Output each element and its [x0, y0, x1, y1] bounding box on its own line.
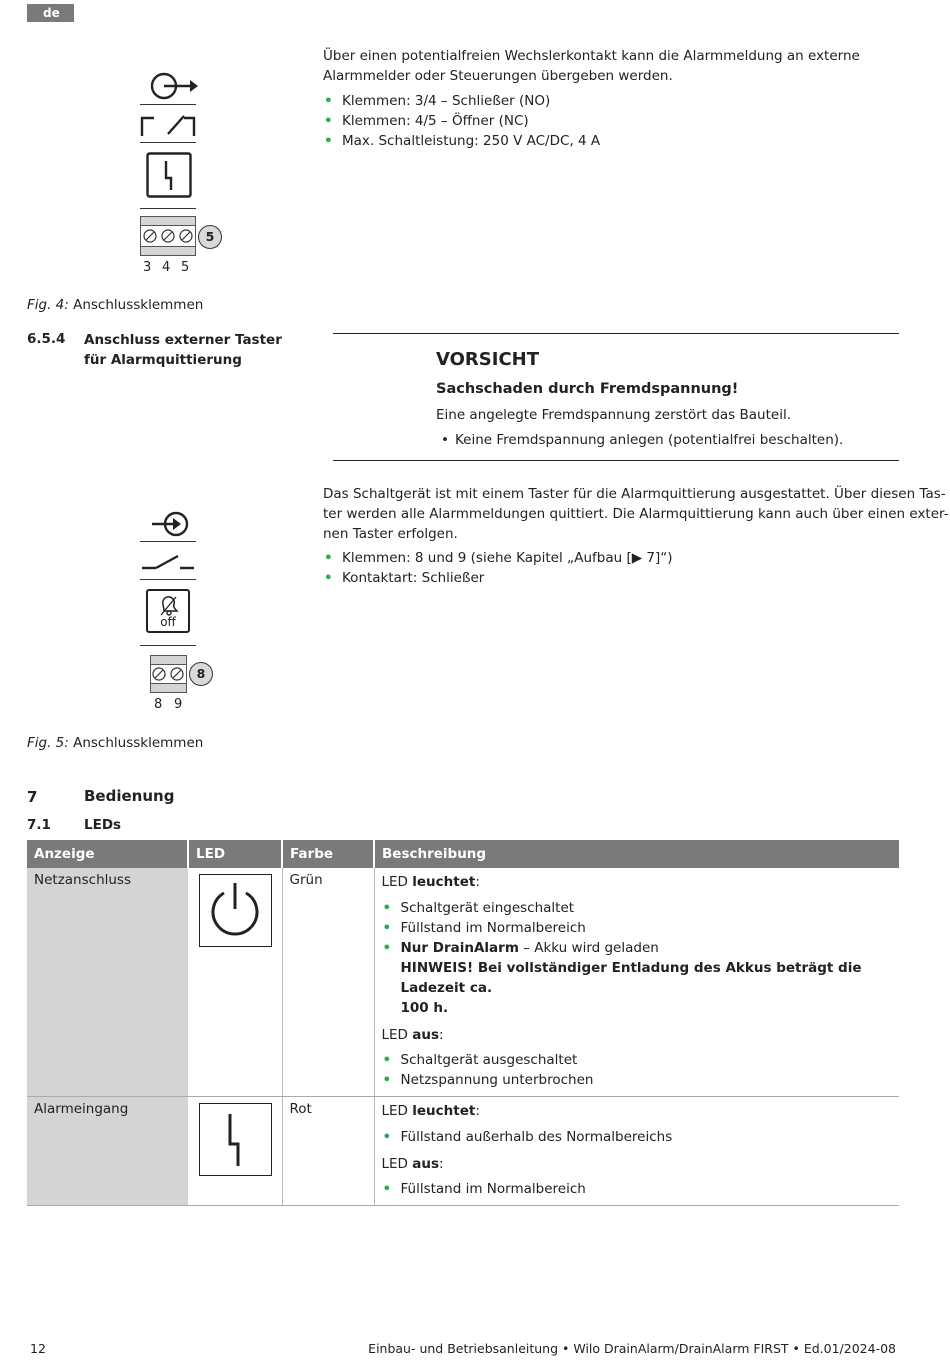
power-icon [200, 875, 270, 945]
section-title: LEDs [84, 817, 122, 833]
beschreibung-cell [374, 1097, 899, 1206]
led-cell [188, 1097, 282, 1206]
language-tag: de [27, 4, 74, 22]
terminal-number-badge: 8 [189, 662, 213, 686]
terminal-label: 9 [174, 697, 183, 712]
led-off-list [382, 1179, 893, 1199]
caption-prefix: Fig. 4: [27, 297, 69, 313]
list-item: • Klemmen: 4/5 – Öffner (NC) [323, 111, 903, 131]
hint-note: HINWEIS! Bei vollständiger Entladung des Akkus beträgt die Ladezeit ca. 100 h. [400, 960, 862, 1016]
terminal-label: 5 [181, 260, 190, 275]
alarm-lightning-icon [200, 1104, 270, 1174]
terminal-label: 3 [143, 260, 152, 275]
led-state-label: LED aus: [381, 1027, 444, 1043]
caption-text: Anschlussklemmen [73, 297, 204, 313]
terminal-label: 4 [162, 260, 171, 275]
alarm-off-icon [146, 589, 190, 633]
terminal-screws [151, 666, 187, 682]
column-header: Beschreibung [374, 840, 899, 868]
terminal-label: 8 [154, 697, 163, 712]
led-off-list [382, 1050, 893, 1090]
list-item: • Keine Fremdspannung anlegen (potentialfrei beschalten). [436, 430, 896, 450]
fig5-intro [323, 484, 949, 544]
figure-4 [130, 60, 230, 290]
document-footer: Einbau- und Betriebsanleitung • Wilo DrainAlarm/DrainAlarm FIRST • Ed.01/2024-08 [368, 1341, 896, 1356]
alarm-lightning-icon [146, 152, 192, 198]
list-item: • Kontaktart: Schließer [323, 568, 903, 588]
led-table [27, 840, 899, 1206]
warning-title: VORSICHT [436, 349, 539, 370]
fig4-intro: Über einen potentialfreien Wechslerkontakt kann die Alarmmeldung an externe Alarmmelder oder Steuerungen übergeben werden. [323, 48, 860, 84]
anzeige-cell: Alarmeingang [27, 1097, 188, 1206]
pushbutton-contact-icon [140, 552, 196, 572]
caption-prefix: Fig. 5: [27, 735, 69, 751]
beschreibung-cell [374, 868, 899, 1097]
bell-icon [158, 594, 180, 616]
led-state-label: LED leuchtet: [381, 874, 480, 890]
terminal-number-badge: 5 [198, 225, 222, 249]
section-number: 7 [27, 788, 38, 806]
table-header-row [27, 840, 899, 868]
table-row [27, 1097, 899, 1206]
list-item: • Füllstand außerhalb des Normalbereichs [382, 1127, 893, 1147]
list-item: • Netzspannung unterbrochen [382, 1070, 893, 1090]
column-header: Farbe [282, 840, 374, 868]
warning-bullet-list [436, 430, 896, 450]
list-item: • Klemmen: 8 und 9 (siehe Kapitel „Aufbau [▶ 7]“) [323, 548, 903, 568]
section-number: 6.5.4 [27, 331, 66, 347]
column-header: LED [188, 840, 282, 868]
list-item: • Schaltgerät eingeschaltet [382, 898, 893, 918]
fig4-bullet-list [323, 91, 903, 151]
list-item: • Klemmen: 3/4 – Schließer (NO) [323, 91, 903, 111]
list-item: • Füllstand im Normalbereich [382, 1179, 893, 1199]
fig5-intro-line: Das Schaltgerät ist mit einem Taster für die Alarmquittierung ausgestattet. Über diesen Tas- [323, 486, 946, 502]
list-item: • Nur DrainAlarm – Akku wird geladen [382, 938, 893, 958]
figure-5 [130, 500, 230, 720]
figure-4-caption [27, 297, 203, 313]
page-number: 12 [30, 1341, 46, 1356]
list-item: • Max. Schaltleistung: 250 V AC/DC, 4 A [323, 131, 903, 151]
warning-text: Eine angelegte Fremdspannung zerstört das Bauteil. [436, 407, 791, 423]
changeover-contact-icon [140, 110, 198, 138]
input-signal-icon [152, 509, 192, 539]
section-title: Bedienung [84, 787, 175, 805]
list-item: • Füllstand im Normalbereich [382, 918, 893, 938]
led-symbol-box [199, 1103, 272, 1176]
led-state-label: LED leuchtet: [381, 1103, 480, 1119]
led-cell [188, 868, 282, 1097]
farbe-cell: Grün [282, 868, 374, 1097]
led-state-label: LED aus: [381, 1156, 444, 1172]
farbe-cell: Rot [282, 1097, 374, 1206]
led-symbol-box [199, 874, 272, 947]
fig5-intro-line: nen Taster erfolgen. [323, 526, 458, 542]
terminal-screws [142, 228, 194, 244]
section-title: Anschluss externer Taster für Alarmquittierung [84, 332, 282, 368]
figure-5-caption [27, 735, 203, 751]
off-label: off [160, 615, 176, 629]
section-number: 7.1 [27, 817, 51, 833]
fig5-bullet-list [323, 548, 903, 588]
fig5-intro-line: ter werden alle Alarmmeldungen quittiert. Die Alarmquittierung kann auch über einen exter- [323, 506, 949, 522]
anzeige-cell: Netzanschluss [27, 868, 188, 1097]
table-row [27, 868, 899, 1097]
led-on-list [382, 898, 893, 958]
output-signal-icon [148, 70, 198, 102]
warning-box [333, 333, 899, 461]
led-on-list [382, 1127, 893, 1147]
list-item: • Schaltgerät ausgeschaltet [382, 1050, 893, 1070]
warning-subtitle: Sachschaden durch Fremdspannung! [436, 381, 739, 397]
caption-text: Anschlussklemmen [73, 735, 204, 751]
column-header: Anzeige [27, 840, 188, 868]
